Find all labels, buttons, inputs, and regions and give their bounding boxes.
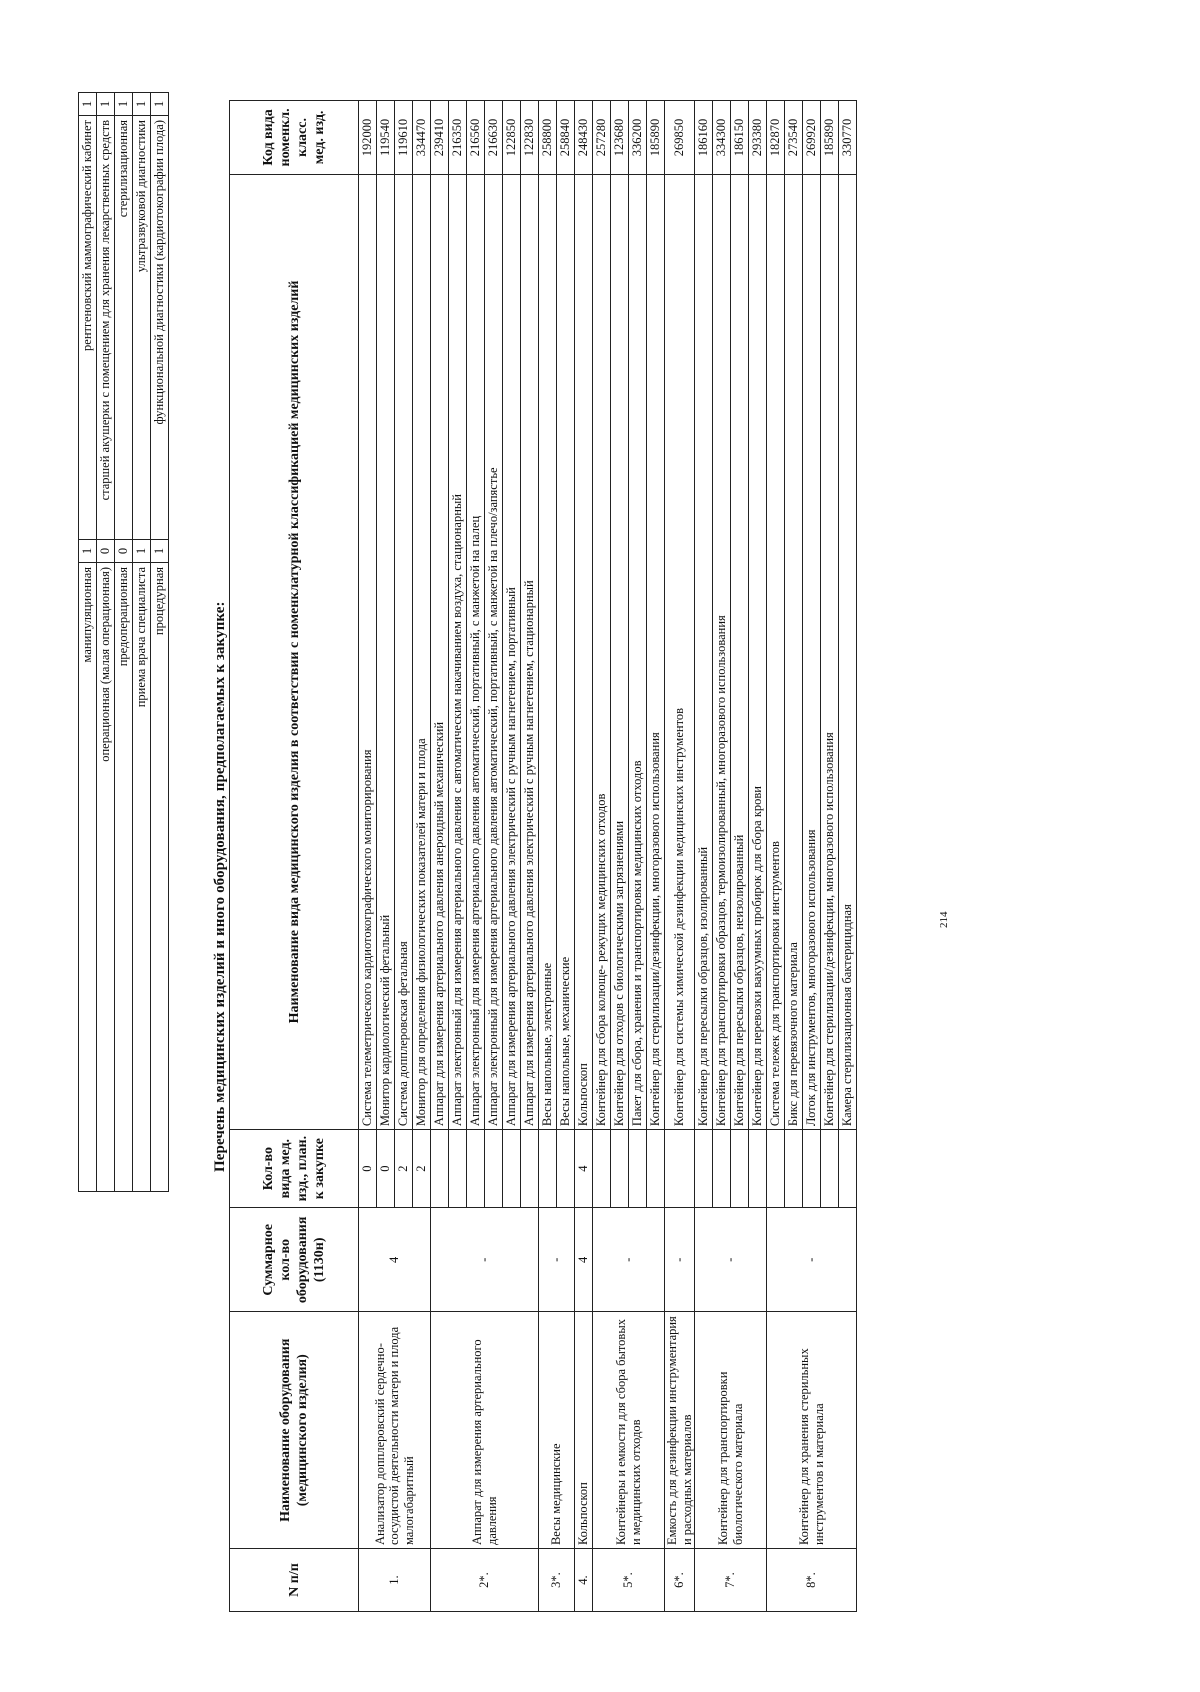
room-cell-right-qty: 1: [151, 93, 169, 116]
cell-code: 216630: [485, 101, 503, 175]
cell-qty: [593, 1130, 611, 1208]
cell-qty: [557, 1130, 575, 1208]
room-list-table: [78, 92, 169, 1192]
cell-kind: Контейнер для отходов с биологическими загрязнениями: [611, 174, 629, 1129]
cell-code: 123680: [611, 101, 629, 175]
cell-kind: Контейнер для сбора колюще- режущих медицинских отходов: [593, 174, 611, 1129]
cell-total: -: [695, 1208, 767, 1312]
cell-total: -: [665, 1208, 695, 1312]
table-row: [575, 101, 593, 1612]
cell-qty: [695, 1130, 713, 1208]
cell-name: Анализатор допплеровский сердечно- сосудистой деятельности матери и плода малогабаритный: [359, 1312, 431, 1549]
cell-code: 182870: [767, 101, 785, 175]
cell-kind: Система тележек для транспортировки инструментов: [767, 174, 785, 1129]
cell-code: 273540: [785, 101, 803, 175]
cell-kind: Пакет для сбора, хранения и транспортировки медицинских отходов: [629, 174, 647, 1129]
cell-qty: [467, 1130, 485, 1208]
cell-code: 239410: [431, 101, 449, 175]
cell-num: 1.: [359, 1549, 431, 1612]
cell-total: -: [539, 1208, 575, 1312]
room-cell-qty: 1: [79, 540, 97, 563]
cell-kind: Контейнер для перевозки вакуумных пробирок для сбора крови: [749, 174, 767, 1129]
cell-qty: [539, 1130, 557, 1208]
cell-total: -: [431, 1208, 539, 1312]
room-cell-right: функциональной диагностики (кардиотокографии плода): [151, 116, 169, 540]
cell-qty: 0: [377, 1130, 395, 1208]
cell-qty: [611, 1130, 629, 1208]
cell-code: 269920: [803, 101, 821, 175]
cell-code: 185890: [821, 101, 839, 175]
cell-qty: [431, 1130, 449, 1208]
cell-code: 257280: [593, 101, 611, 175]
header-kind: Наименование вида медицинского изделия в соответствии с номенклатурной классификацией медицинских изделий: [230, 174, 359, 1129]
cell-kind: Камера стерилизационная бактерицидная: [839, 174, 857, 1129]
cell-code: 330770: [839, 101, 857, 175]
cell-kind: Кольпоскоп: [575, 174, 593, 1129]
cell-code: 216350: [449, 101, 467, 175]
cell-qty: 2: [413, 1130, 431, 1208]
room-cell-label: предоперационная: [115, 563, 133, 1192]
cell-kind: Лоток для инструментов, многоразового использования: [803, 174, 821, 1129]
cell-qty: [647, 1130, 665, 1208]
cell-num: 2*.: [431, 1549, 539, 1612]
cell-kind: Система допплеровская фетальная: [395, 174, 413, 1129]
cell-qty: [803, 1130, 821, 1208]
cell-code: 216560: [467, 101, 485, 175]
cell-kind: Контейнер для системы химической дезинфекции медицинских инструментов: [665, 174, 695, 1129]
room-cell-qty: 0: [97, 540, 115, 563]
room-cell-label: манипуляционная: [79, 563, 97, 1192]
cell-name: Контейнеры и емкости для сбора бытовых и медицинских отходов: [593, 1312, 665, 1549]
cell-kind: Аппарат электронный для измерения артериального давления автоматический, портативный, с манжетой на палец: [467, 174, 485, 1129]
table-row: [593, 101, 611, 1612]
equipment-table: [229, 100, 857, 1612]
cell-kind: Контейнер для пересылки образцов, изолированный: [695, 174, 713, 1129]
cell-kind: Аппарат электронный для измерения артериального давления автоматический, портативный, с манжетой на плечо/запястье: [485, 174, 503, 1129]
room-cell-qty: 1: [133, 540, 151, 563]
table-header-row: [230, 101, 359, 1612]
cell-num: 5*.: [593, 1549, 665, 1612]
cell-kind: Весы напольные, механические: [557, 174, 575, 1129]
cell-code: 186150: [731, 101, 749, 175]
cell-qty: [665, 1130, 695, 1208]
header-num: N п/п: [230, 1549, 359, 1612]
cell-name: Аппарат для измерения артериального давления: [431, 1312, 539, 1549]
cell-code: 192000: [359, 101, 377, 175]
cell-kind: Контейнер для транспортировки образцов, термоизолированный, многоразового использования: [713, 174, 731, 1129]
room-row: [79, 93, 97, 1192]
cell-num: 3*.: [539, 1549, 575, 1612]
cell-num: 8*.: [767, 1549, 857, 1612]
cell-qty: [839, 1130, 857, 1208]
room-cell-right-qty: 1: [79, 93, 97, 116]
header-qty: Кол-во вида мед. изд., план. к закупке: [230, 1130, 359, 1208]
cell-code: 119540: [377, 101, 395, 175]
cell-qty: [785, 1130, 803, 1208]
cell-kind: Контейнер для стерилизации/дезинфекции, многоразового использования: [821, 174, 839, 1129]
room-cell-label: процедурная: [151, 563, 169, 1192]
cell-name: Весы медицинские: [539, 1312, 575, 1549]
room-row: [97, 93, 115, 1192]
room-cell-right-qty: 1: [97, 93, 115, 116]
table-row: [665, 101, 695, 1612]
cell-code: 186160: [695, 101, 713, 175]
cell-kind: Аппарат для измерения артериального давления анероидный механический: [431, 174, 449, 1129]
cell-name: Контейнер для хранения стерильных инструментов и материала: [767, 1312, 857, 1549]
room-cell-right: стерилизационная: [115, 116, 133, 540]
cell-qty: [821, 1130, 839, 1208]
cell-name: Емкость для дезинфекции инструментария и расходных материалов: [665, 1312, 695, 1549]
room-cell-qty: 1: [151, 540, 169, 563]
cell-qty: [767, 1130, 785, 1208]
cell-num: 4.: [575, 1549, 593, 1612]
room-row: [115, 93, 133, 1192]
header-name: Наименование оборудования (медицинского изделия): [230, 1312, 359, 1549]
cell-qty: [503, 1130, 521, 1208]
cell-qty: 4: [575, 1130, 593, 1208]
cell-kind: Аппарат для измерения артериального давления электрический с ручным нагнетением, стационарный: [521, 174, 539, 1129]
cell-code: 248430: [575, 101, 593, 175]
list-caption: Перечень медицинских изделий и иного оборудования, предполагаемых к закупке:: [212, 601, 228, 1172]
cell-qty: 2: [395, 1130, 413, 1208]
cell-total: -: [593, 1208, 665, 1312]
cell-code: 293380: [749, 101, 767, 175]
cell-kind: Монитор для определения физиологических показателей матери и плода: [413, 174, 431, 1129]
cell-code: 122830: [521, 101, 539, 175]
cell-code: 122850: [503, 101, 521, 175]
cell-qty: [521, 1130, 539, 1208]
cell-total: -: [767, 1208, 857, 1312]
table-row: [359, 101, 377, 1612]
table-row: [539, 101, 557, 1612]
cell-code: 185890: [647, 101, 665, 175]
cell-kind: Бикс для перевязочного материала: [785, 174, 803, 1129]
cell-qty: [449, 1130, 467, 1208]
cell-qty: [749, 1130, 767, 1208]
cell-num: 6*.: [665, 1549, 695, 1612]
cell-total: 4: [359, 1208, 431, 1312]
cell-name: Кольпоскоп: [575, 1312, 593, 1549]
room-cell-right: старшей акушерки с помещением для хранения лекарственных средств: [97, 116, 115, 540]
cell-qty: [485, 1130, 503, 1208]
table-row: [695, 101, 713, 1612]
table-row: [431, 101, 449, 1612]
cell-code: 336200: [629, 101, 647, 175]
cell-kind: Монитор кардиологический фетальный: [377, 174, 395, 1129]
cell-qty: [629, 1130, 647, 1208]
cell-code: 258800: [539, 101, 557, 175]
cell-qty: 0: [359, 1130, 377, 1208]
cell-qty: [731, 1130, 749, 1208]
room-row: [151, 93, 169, 1192]
cell-qty: [713, 1130, 731, 1208]
room-cell-right-qty: 1: [115, 93, 133, 116]
room-cell-right: рентгеновский маммографический кабинет: [79, 116, 97, 540]
cell-code: 334470: [413, 101, 431, 175]
room-row: [133, 93, 151, 1192]
cell-code: 269850: [665, 101, 695, 175]
page-number: 214: [938, 911, 950, 928]
cell-kind: Контейнер для пересылки образцов, неизолированный: [731, 174, 749, 1129]
cell-kind: Аппарат электронный для измерения артериального давления с автоматическим накачиванием воздуха, стационарный: [449, 174, 467, 1129]
cell-kind: Контейнер для стерилизации/дезинфекции, многоразового использования: [647, 174, 665, 1129]
header-total: Суммарное кол-во оборудования (1130н): [230, 1208, 359, 1312]
room-cell-right-qty: 1: [133, 93, 151, 116]
room-cell-right: ультразвуковой диагностики: [133, 116, 151, 540]
room-cell-qty: 0: [115, 540, 133, 563]
cell-kind: Весы напольные, электронные: [539, 174, 557, 1129]
room-cell-label: операционная (малая операционная): [97, 563, 115, 1192]
header-code: Код вида номенкл. класс. мед. изд.: [230, 101, 359, 175]
cell-kind: Аппарат для измерения артериального давления электрический с ручным нагнетением, портативный: [503, 174, 521, 1129]
cell-total: 4: [575, 1208, 593, 1312]
table-row: [767, 101, 785, 1612]
cell-code: 258840: [557, 101, 575, 175]
cell-code: 334300: [713, 101, 731, 175]
cell-num: 7*.: [695, 1549, 767, 1612]
cell-name: Контейнер для транспортировки биологического материала: [695, 1312, 767, 1549]
room-cell-label: приема врача специалиста: [133, 563, 151, 1192]
cell-kind: Система телеметрического кардиотокографического мониторирования: [359, 174, 377, 1129]
cell-code: 119610: [395, 101, 413, 175]
